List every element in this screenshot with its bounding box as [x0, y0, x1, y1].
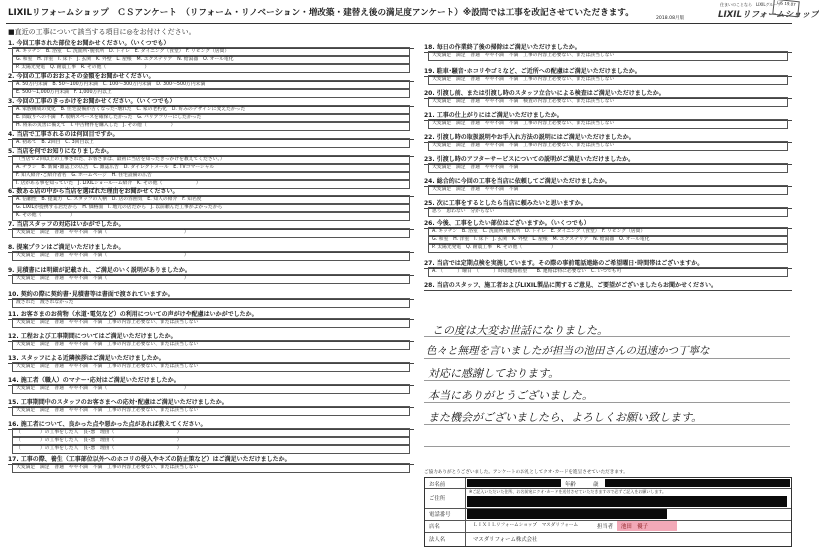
- header: [6, 3, 792, 24]
- question-text: 13. スタッフによる近隣挨拶はご満足いただけましたか。: [8, 353, 414, 364]
- answer-options[interactable]: G. 和室 H. 洋室 I. 床下 J. 玄関 K. 外壁 L. 屋根 M. エクステリア N. 給湯器 O. オール電化: [428, 235, 788, 245]
- question-text: 11. お客さまのお荷物（水道･電気など）の利用についての声がけや配慮はいかがでしたか。: [8, 309, 414, 320]
- question-text: 6. 数ある店の中から当店を選ばれた理由をお聞かせください。: [8, 186, 414, 197]
- answer-options[interactable]: H. 将来の災害に備えて I. 中古物件を購入した J. その他（ ）: [12, 121, 410, 131]
- answer-options[interactable]: G. 和室 H. 洋室 I. 床下 J. 玄関 K. 外壁 L. 屋根 M. エクステリア N. 給湯器 O. オール電化: [12, 55, 410, 65]
- corp-label: 法人名: [429, 537, 446, 543]
- logo-text: LIXILリフォームショップ: [718, 10, 819, 20]
- answer-options[interactable]: A. キッチン B. 浴室 C. 洗面所･脱衣所 D. トイレ E. ダイニング（食堂） F. リビング（居間）: [12, 47, 410, 57]
- answer-options[interactable]: I. 店がある事を知っていた J. LIXILショールーム紹介 K. その他（ ）: [12, 179, 410, 189]
- handwritten-line: 本当にありがとうございました。: [428, 389, 593, 402]
- answer-options[interactable]: A. 50万円未満 B. 50～100万円未満 C. 100～300万円未満 D. 300～500万円未満: [12, 80, 410, 90]
- answer-options[interactable]: 大変満足 満足 普通 やや不満 不満（ ）: [12, 274, 410, 284]
- question-text: 8. 提案プランはご満足いただけましたか。: [8, 242, 414, 253]
- handwritten-line: また機会がございましたら、よろしくお願い致します。: [428, 411, 703, 424]
- answer-options[interactable]: 大変満足 満足 普通 やや不満 不満 工事の内容上必要ない、または該当しない: [428, 119, 788, 129]
- question-text: 2. 今回の工事のおおよその金額をお聞かせください。: [8, 71, 414, 82]
- question-text: 28. 当店のスタッフ、施工者およびLIXIL製品に関するご意見、ご要望がございましたらお聞かせください。: [424, 280, 792, 291]
- answer-options[interactable]: （ ）の工事をした人 良･悪 理由（ ）: [12, 436, 410, 446]
- answer-options[interactable]: P. 太陽光発電 Q. 耐震工事 R. その他（ ）: [12, 63, 410, 73]
- answer-options[interactable]: 大変満足 満足 普通 やや不満 不満 工事の内容上必要ない、または該当しない: [428, 75, 788, 85]
- intro-text: ■直近の工事について該当する項目に◎をお付けください。: [8, 28, 196, 36]
- answer-options[interactable]: 大変満足 満足 普通 やや不満 不満: [428, 163, 788, 173]
- answer-options[interactable]: 大変満足 満足 普通 やや不満 不満 工事の内容上必要ない、または該当しない: [12, 463, 410, 473]
- edition-label: 2018.08月版: [656, 16, 685, 21]
- question-text: 3. 今回の工事のきっかけをお聞かせください。（いくつでも）: [8, 96, 414, 107]
- question-text: 7. 当店スタッフの対応はいかがでしたか。: [8, 219, 414, 230]
- question-text: 19. 駐車･騒音･ホコリやゴミなど、ご近所への配慮はご満足いただけましたか。: [424, 66, 792, 77]
- answer-options[interactable]: 大変満足 満足 普通 やや不満 不満 工事の内容上必要ない、または該当しない: [12, 340, 410, 350]
- age-label: 年齢: [565, 482, 576, 488]
- shop-value: ＬＩＸＩＬリフォームショップ マスダリフォーム: [473, 523, 579, 528]
- question-text: 10. 契約の際に契約書･見積書等は書面で渡されていますか。: [8, 289, 414, 300]
- shop-label: 店名: [429, 524, 440, 530]
- redacted-phone: [467, 509, 667, 519]
- corp-value: マスダリフォーム株式会社: [473, 537, 538, 543]
- question-text: 4. 当店で工事されるのは何回目ですか。: [8, 129, 414, 140]
- answer-options[interactable]: 大変満足 満足 普通 やや不満 不満: [428, 185, 788, 195]
- answer-options[interactable]: 大変満足 満足 普通 やや不満 不満 工事の内容上必要ない、または該当しない: [428, 51, 788, 61]
- logo-tagline: 住まいのことなら LIXILグループ: [720, 2, 782, 7]
- question-text: 14. 施工者（職人）のマナー･応対はご満足いただけましたか。: [8, 375, 414, 386]
- question-text: 24. 総合的に今回の工事を当店に依頼してご満足いただけましたか。: [424, 176, 792, 187]
- answer-options[interactable]: 思う 思わない 分からない: [428, 207, 788, 217]
- question-text: 23. 引渡し時のアフターサービスについての説明がご満足いただけましたか。: [424, 154, 792, 165]
- question-text: 22. 引渡し時の取扱説明やお手入れ方法の説明にはご満足いただけましたか。: [424, 132, 792, 143]
- staff-value: 池田 優子: [621, 524, 648, 530]
- handwritten-line: この度は大変お世話になりました。: [432, 324, 608, 337]
- question-text: 1. 今回工事された部位をお聞かせください。（いくつでも）: [8, 38, 414, 49]
- handwritten-line: 色々と無理を言いましたが担当の池田さんの迅速かつ丁寧な: [426, 345, 710, 357]
- redacted-info: [605, 479, 790, 487]
- answer-options[interactable]: 大変満足 満足 普通 やや不満 不満（ ）: [12, 228, 410, 238]
- age-unit: 歳: [593, 482, 599, 488]
- name-label: お名前: [429, 482, 446, 488]
- answer-options[interactable]: F. 知人紹介･ご紹介者名 G. ホームページ H. 住宅設備の広告: [12, 171, 410, 181]
- answer-options[interactable]: A. チラシ B. 新聞･雑誌上の広告 C. 雑誌広告 D. ダイレクトメール E. TVコマーシャル: [12, 163, 410, 173]
- answer-options[interactable]: （ ）の工事をした人 良･悪 理由（ ）: [12, 428, 410, 438]
- answer-options[interactable]: P. 太陽光発電 Q. 耐震工事 R. その他（ ）: [428, 243, 788, 253]
- redacted-address: [467, 496, 787, 507]
- address-label: ご住所: [429, 496, 446, 502]
- answer-options[interactable]: 大変満足 満足 普通 やや不満 不満（ ）: [12, 251, 410, 261]
- answer-options[interactable]: G. LIXILが提携する店だから H. 価格面 I. 地元の店だから J. 以前頼んだ工事がよかったから: [12, 203, 410, 213]
- answer-options[interactable]: 大変満足 満足 普通 やや不満 不満 工事の内容上必要ない、または該当しない: [12, 406, 410, 416]
- phone-label: 電話番号: [429, 512, 451, 518]
- question-text: 18. 毎日の作業終了後の掃除はご満足いただけましたか。: [424, 42, 792, 53]
- answer-options[interactable]: A. 家族構成の変化 B. 住宅設備が古くなった･壊れた C. 家の老朽化 D. 好みのデザインに変えたかった: [12, 105, 410, 115]
- survey-title: LIXILリフォームショップ ＣＳアンケート （リフォーム・リノベーション・増改築・建替え後の満足度アンケート）※設問では工事を改記させていただきます。: [8, 8, 634, 18]
- question-text: 17. 工事の際、養生（工事部位以外へのホコリの侵入やキズの防止策など）はご満足いただけましたか。: [8, 454, 414, 465]
- question-text: 26. 今後、工事をしたい部位はございますか。（いくつでも）: [424, 218, 792, 229]
- answer-options[interactable]: 渡された 渡されなかった: [12, 298, 410, 308]
- answer-options[interactable]: （ ）の工事をした人 良･悪 理由（ ）: [12, 444, 410, 454]
- answer-options[interactable]: K. その他（ ）: [12, 211, 410, 221]
- question-text: 25. 次に工事をするとしたら当店に頼みたいと思いますか。: [424, 198, 792, 209]
- answer-options[interactable]: 大変満足 満足 普通 やや不満 不満（ ）: [12, 384, 410, 394]
- answer-options[interactable]: E. 間取りへの不満 F. 収納スペースを確保したかった G. バリアフリーにしたかった: [12, 113, 410, 123]
- answer-options[interactable]: 大変満足 満足 普通 やや不満 不満 工事の内容上必要ない、または該当しない: [12, 362, 410, 372]
- answer-options[interactable]: A. 初めて B. 2回目 C. 3回目以上: [12, 138, 410, 148]
- question-text: 16. 施工者について、良かった点や悪かった点があれば教えてください。: [8, 419, 414, 430]
- question-text: 12. 工程および工事期間についてはご満足いただけましたか。: [8, 331, 414, 342]
- answer-options[interactable]: A. キッチン B. 浴室 C. 洗面所･脱衣所 D. トイレ E. ダイニング（食堂） F. リビング（居間）: [428, 227, 788, 237]
- answer-options[interactable]: （当店で２回以上の工事された、お客さまは、最初に当店を知ったきっかけを教えてください。）: [12, 155, 410, 165]
- redacted-name: [467, 479, 561, 487]
- thanks-note: ご協力ありがとうございました。アンケートのお礼としてクオ･カードを進呈させていただきます。: [424, 470, 628, 475]
- name-note: ※ご記入いただいた住所、お名前宛にクオ･カードを送付させていただきますので必ずご記入をお願いします。: [469, 489, 667, 494]
- question-text: 15. 工事期間中のスタッフのお客さまへの応対･配慮はご満足いただけましたか。: [8, 397, 414, 408]
- respondent-form: [424, 477, 792, 547]
- answer-options[interactable]: A. （ ）曜日 （ ）時頃連絡希望 B. 連絡は特に必要ない C. いつでも可: [428, 267, 788, 277]
- question-text: 9. 見積書には明細が記載され、ご満足のいく説明がありましたか。: [8, 265, 414, 276]
- answer-options[interactable]: 大変満足 満足 普通 やや不満 不満 検査の内容上必要ない、または該当しない: [428, 97, 788, 107]
- answer-options[interactable]: A. 信頼性 B. 提案力 C. スタッフの人柄 D. 店の雰囲気 E. 知人の紹介 F. 知名度: [12, 195, 410, 205]
- question-text: 21. 工事の仕上がりにはご満足いただけましたか。: [424, 110, 792, 121]
- answer-options[interactable]: 大変満足 満足 普通 やや不満 不満 工事の内容上必要ない、または該当しない: [428, 141, 788, 151]
- question-text: 27. 当店では定期点検を実施しています。その際の事前電話連絡のご希望曜日･時間帯はございますか。: [424, 258, 792, 269]
- question-28: [424, 280, 792, 291]
- answer-options[interactable]: E. 500～1,000万円未満 F. 1,000万円以上: [12, 88, 410, 98]
- question-text: 20. 引渡し前、または引渡し時のスタッフ立合いによる検査はご満足いただけましたか。: [424, 88, 792, 99]
- question-text: 5. 当店を何でお知りになりましたか。: [8, 146, 414, 157]
- receipt-stamp: LIS 19.07: [772, 0, 800, 17]
- handwritten-line: 対応に感謝しております。: [428, 367, 560, 380]
- staff-label: 担当者: [597, 524, 614, 530]
- answer-options[interactable]: 大変満足 満足 普通 やや不満 不満 工事の内容上必要ない、または該当しない: [12, 318, 410, 328]
